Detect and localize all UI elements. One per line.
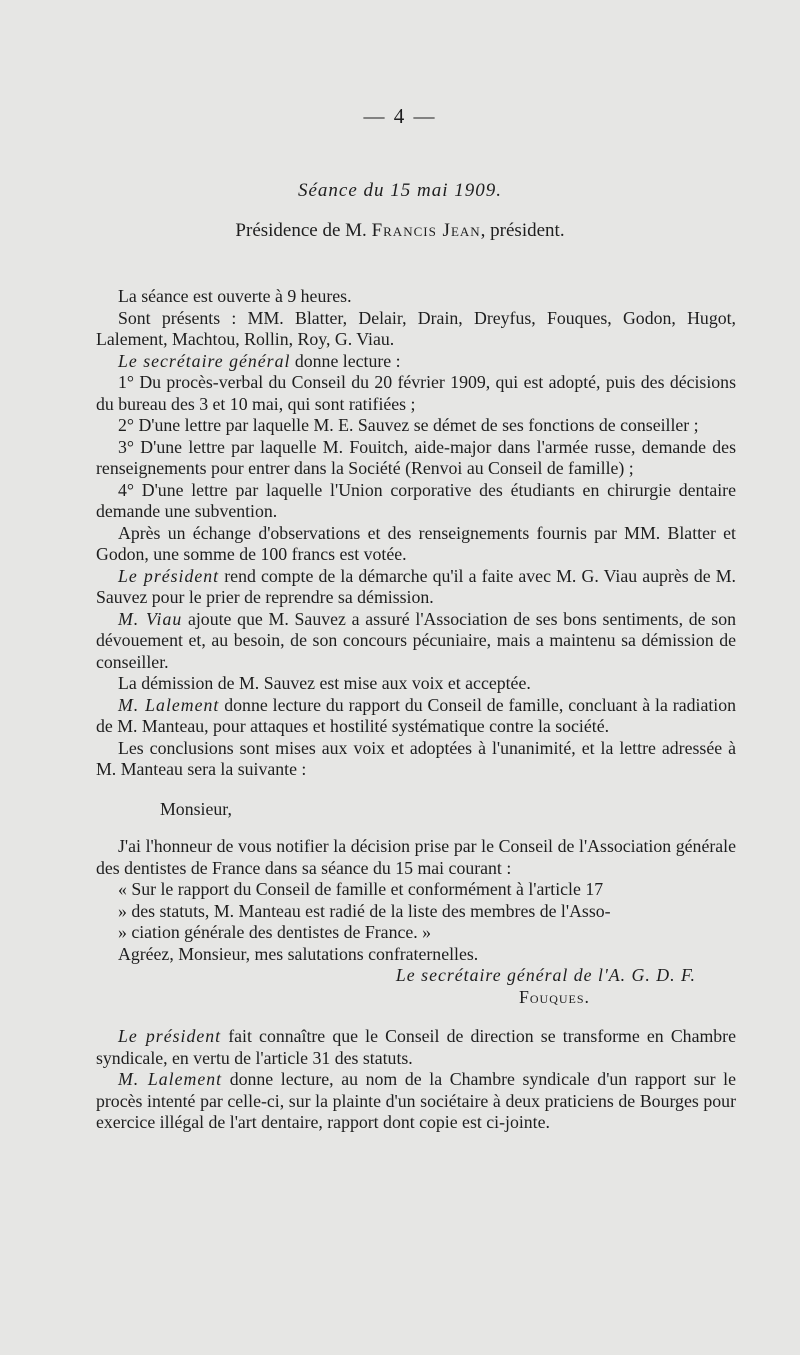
president-name: Francis Jean xyxy=(371,220,481,241)
paragraph-rapport: M. Lalement donne lecture, au nom de la Chambre syndicale d'un rapport sur le procès intenté par celle-ci, sur la plainte d'un sociétaire à deux praticiens de Bourges pour exercice illégal de l'art dentaire, rapport dont copie est ci-jointe. xyxy=(96,1069,736,1132)
list-item: 3° D'une lettre par laquelle M. Fouitch, aide-major dans l'armée russe, demande des renseignements pour entrer dans la Société (Renvoi au Conseil de famille) ; xyxy=(96,436,736,478)
speaker-label: Le secrétaire général xyxy=(118,350,291,371)
paragraph-lalement: M. Lalement donne lecture du rapport du Conseil de famille, concluant à la radiation de M. Manteau, pour attaques et hostilité systématique contre la société. xyxy=(96,694,736,736)
letter-signature-name: Fouques. xyxy=(518,986,590,1007)
paragraph-reading: Le secrétaire général donne lecture : xyxy=(118,350,401,371)
letter-quote-line: » ciation générale des dentistes de France. » xyxy=(118,922,432,942)
presidence-suffix: , président. xyxy=(480,220,565,241)
presidence-prefix: Présidence de M. xyxy=(235,220,372,241)
paragraph-viau: M. Viau ajoute que M. Sauvez a assuré l'Association de ses bons sentiments, de son dévouement et, au besoin, de son concours pécuniaire, mais a maintenu sa démission de conseiller. xyxy=(96,608,736,672)
speaker-label: Le président xyxy=(118,1026,222,1046)
letter-body: J'ai l'honneur de vous notifier la décision prise par le Conseil de l'Association générale des dentistes de France dans sa séance du 15 mai courant : xyxy=(96,836,736,878)
paragraph-chambre: Le président fait connaître que le Conseil de direction se transforme en Chambre syndicale, en vertu de l'article 31 des statuts. xyxy=(96,1026,736,1068)
letter-quote-line: « Sur le rapport du Conseil de famille et conformément à l'article 17 xyxy=(118,879,604,899)
speaker-label: M. Lalement xyxy=(118,1069,223,1089)
session-heading: Séance du 15 mai 1909. xyxy=(297,180,503,201)
paragraph-opening: La séance est ouverte à 9 heures. xyxy=(118,286,352,306)
paragraph-resignation: La démission de M. Sauvez est mise aux voix et acceptée. xyxy=(118,673,531,693)
letter-greeting: Monsieur, xyxy=(160,798,232,819)
paragraph-vote: Après un échange d'observations et des renseignements fournis par MM. Blatter et Godon, une somme de 100 francs est votée. xyxy=(96,522,736,564)
paragraph-conclusions: Les conclusions sont mises aux voix et adoptées à l'unanimité, et la lettre adressée à M. Manteau sera la suivante : xyxy=(96,737,736,779)
list-item: 2° D'une lettre par laquelle M. E. Sauvez se démet de ses fonctions de conseiller ; xyxy=(118,415,699,435)
speaker-label: M. Viau xyxy=(118,608,183,629)
page-number: — 4 — xyxy=(363,104,437,128)
list-item: 4° D'une lettre par laquelle l'Union corporative des étudiants en chirurgie dentaire demande une subvention. xyxy=(96,479,736,521)
speaker-label: M. Lalement xyxy=(118,694,220,715)
letter-signature-title: Le secrétaire général de l'A. G. D. F. xyxy=(395,965,696,985)
list-item: 1° Du procès-verbal du Conseil du 20 février 1909, qui est adopté, puis des décisions du bureau des 3 et 10 mai, qui sont ratifiées ; xyxy=(96,372,736,414)
body-text xyxy=(96,286,736,1134)
presidence-line xyxy=(0,220,800,242)
letter-quote-line: » des statuts, M. Manteau est radié de la liste des membres de l'Asso- xyxy=(118,900,611,921)
speaker-label: Le président xyxy=(118,565,220,586)
letter-closing: Agréez, Monsieur, mes salutations confraternelles. xyxy=(118,943,479,964)
paragraph-attendees: Sont présents : MM. Blatter, Delair, Drain, Dreyfus, Fouques, Godon, Hugot, Lalement, Machtou, Rollin, Roy, G. Viau. xyxy=(96,307,736,349)
paragraph-president: Le président rend compte de la démarche qu'il a faite avec M. G. Viau auprès de M. Sauvez pour le prier de reprendre sa démission. xyxy=(96,565,736,607)
